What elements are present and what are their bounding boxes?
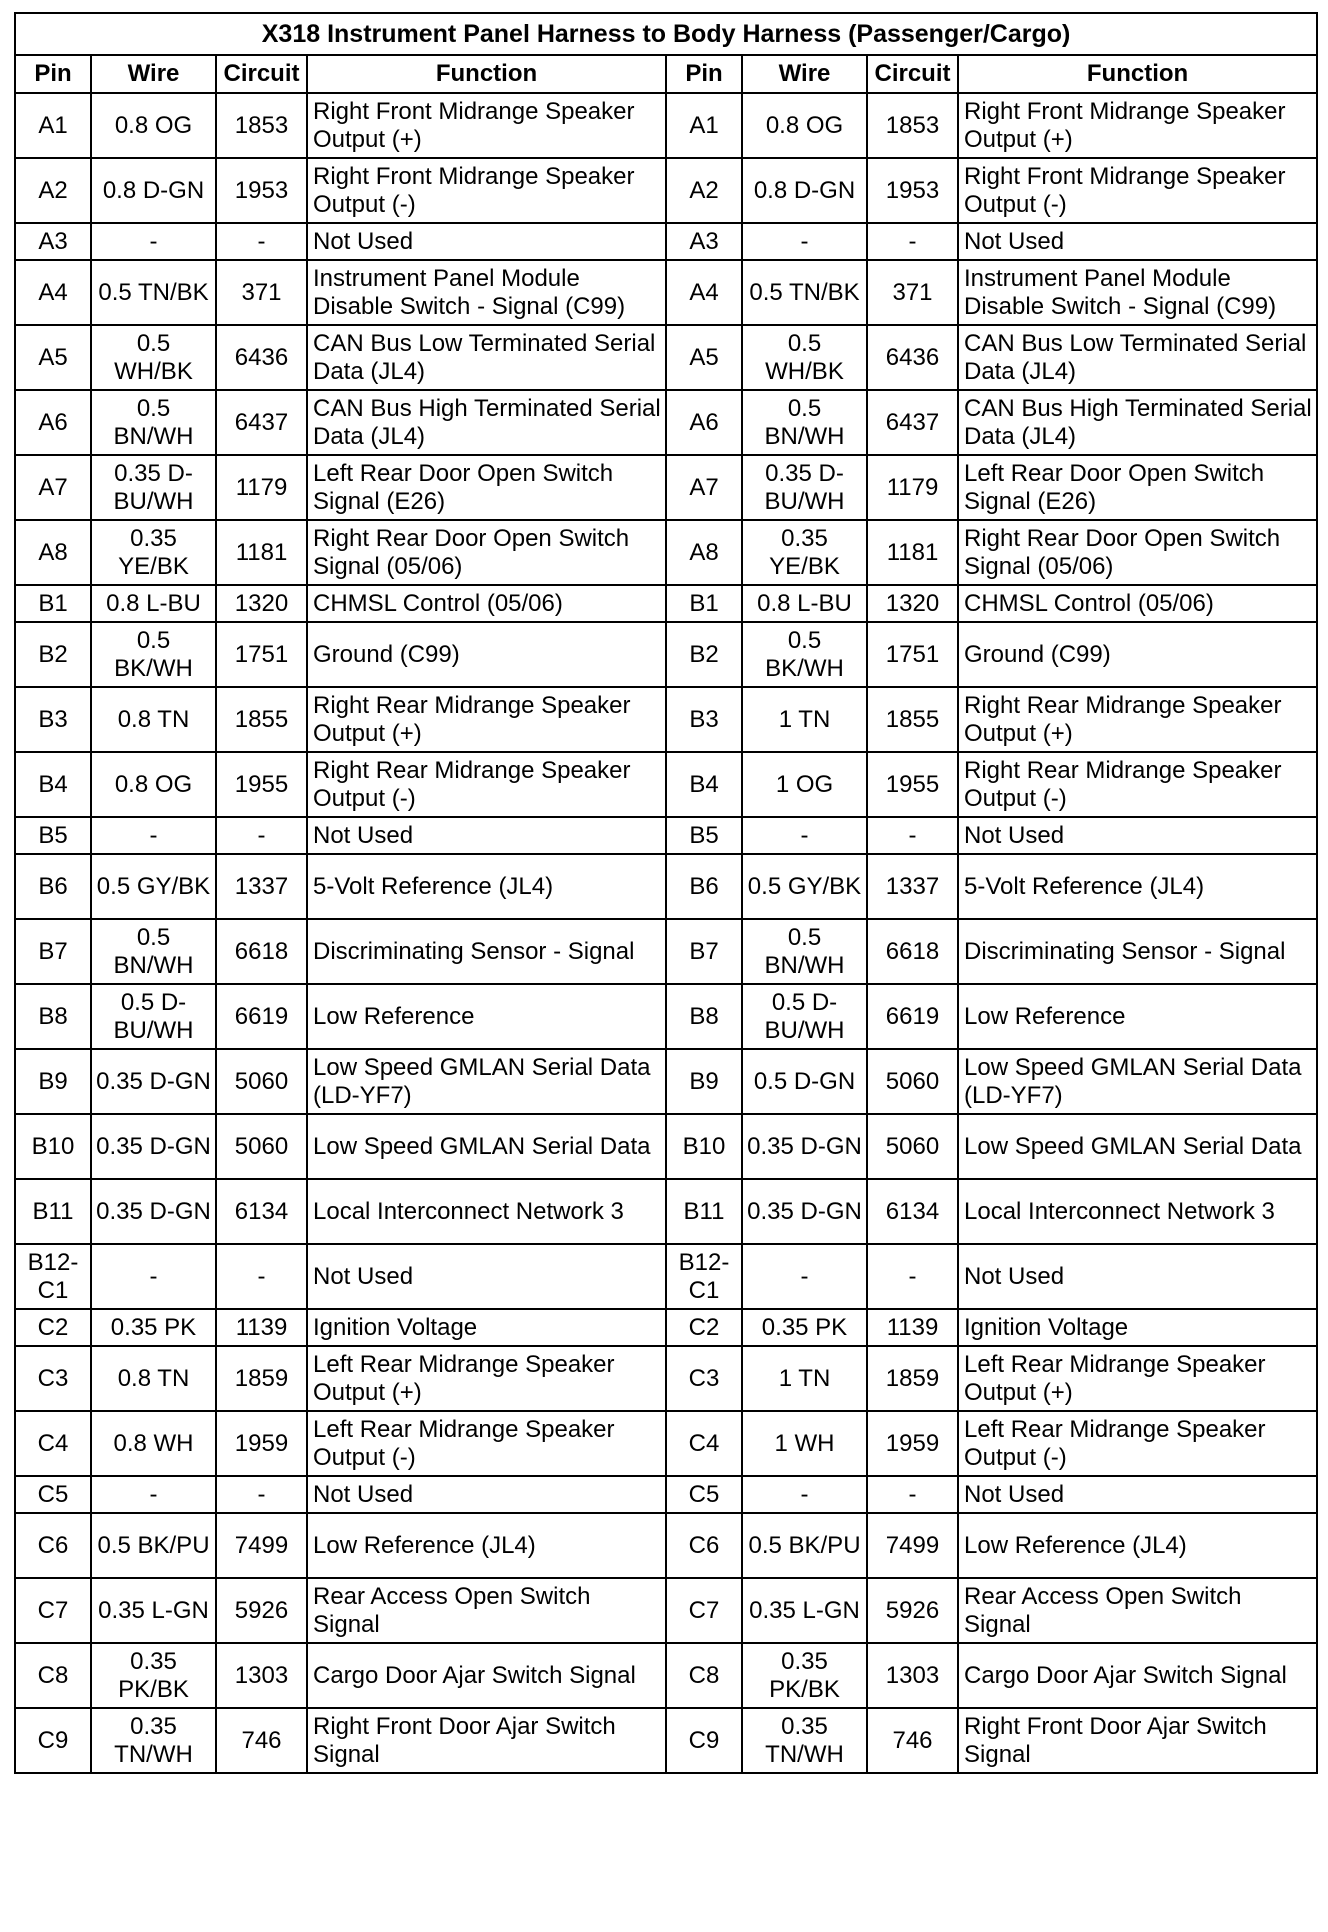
circuit-cell: -	[216, 817, 307, 854]
pin-cell: C8	[15, 1643, 91, 1708]
pin-cell: C2	[15, 1309, 91, 1346]
circuit-cell: 1855	[867, 687, 958, 752]
table-row	[15, 390, 1317, 455]
pin-cell: C3	[15, 1346, 91, 1411]
wire-cell: 1 TN	[742, 1346, 867, 1411]
table-row	[15, 1309, 1317, 1346]
function-cell: Right Front Door Ajar Switch Signal	[958, 1708, 1317, 1773]
function-cell: Local Interconnect Network 3	[307, 1179, 666, 1244]
circuit-cell: -	[216, 1244, 307, 1309]
circuit-cell: 6134	[216, 1179, 307, 1244]
header-wire: Wire	[742, 55, 867, 93]
pin-cell: B7	[15, 919, 91, 984]
circuit-cell: 1859	[867, 1346, 958, 1411]
table-title: X318 Instrument Panel Harness to Body Harness (Passenger/Cargo)	[15, 13, 1317, 55]
pin-cell: B6	[15, 854, 91, 919]
circuit-cell: 371	[216, 260, 307, 325]
circuit-cell: 6437	[867, 390, 958, 455]
pin-cell: B8	[666, 984, 742, 1049]
function-cell: Right Rear Midrange Speaker Output (+)	[307, 687, 666, 752]
circuit-cell: 5926	[867, 1578, 958, 1643]
wire-cell: 0.35 YE/BK	[742, 520, 867, 585]
circuit-cell: 6436	[867, 325, 958, 390]
table-row	[15, 622, 1317, 687]
wire-cell: -	[742, 817, 867, 854]
pin-cell: B12-C1	[15, 1244, 91, 1309]
circuit-cell: 1303	[867, 1643, 958, 1708]
function-cell: Not Used	[307, 817, 666, 854]
circuit-cell: 1337	[867, 854, 958, 919]
function-cell: Discriminating Sensor - Signal	[958, 919, 1317, 984]
circuit-cell: 6134	[867, 1179, 958, 1244]
pin-cell: C6	[15, 1513, 91, 1578]
table-row	[15, 919, 1317, 984]
pin-cell: A6	[15, 390, 91, 455]
function-cell: Left Rear Midrange Speaker Output (+)	[958, 1346, 1317, 1411]
wire-cell: 0.8 D-GN	[742, 158, 867, 223]
wire-cell: 0.8 OG	[91, 752, 216, 817]
circuit-cell: 7499	[867, 1513, 958, 1578]
function-cell: 5-Volt Reference (JL4)	[307, 854, 666, 919]
table-row	[15, 1179, 1317, 1244]
circuit-cell: 1959	[867, 1411, 958, 1476]
function-cell: Low Reference (JL4)	[958, 1513, 1317, 1578]
pin-cell: A3	[666, 223, 742, 260]
table-row	[15, 854, 1317, 919]
table-row	[15, 93, 1317, 158]
wire-cell: 0.35 L-GN	[742, 1578, 867, 1643]
wire-cell: 0.8 OG	[91, 93, 216, 158]
table-row	[15, 1346, 1317, 1411]
circuit-cell: -	[867, 1244, 958, 1309]
wire-cell: 1 TN	[742, 687, 867, 752]
pin-cell: A4	[15, 260, 91, 325]
table-row	[15, 1049, 1317, 1114]
circuit-cell: 1320	[216, 585, 307, 622]
pin-cell: A7	[666, 455, 742, 520]
circuit-cell: 746	[867, 1708, 958, 1773]
function-cell: Not Used	[307, 1244, 666, 1309]
wire-cell: 0.5 BN/WH	[91, 919, 216, 984]
wire-cell: 0.35 TN/WH	[742, 1708, 867, 1773]
function-cell: CAN Bus High Terminated Serial Data (JL4)	[958, 390, 1317, 455]
wire-cell: 0.8 WH	[91, 1411, 216, 1476]
wire-cell: 0.5 D-GN	[742, 1049, 867, 1114]
pin-cell: B5	[15, 817, 91, 854]
circuit-cell: 5926	[216, 1578, 307, 1643]
pin-cell: B11	[15, 1179, 91, 1244]
table-row	[15, 1513, 1317, 1578]
function-cell: Ignition Voltage	[307, 1309, 666, 1346]
table-row	[15, 817, 1317, 854]
function-cell: Right Rear Midrange Speaker Output (-)	[307, 752, 666, 817]
function-cell: Right Front Door Ajar Switch Signal	[307, 1708, 666, 1773]
header-row	[15, 55, 1317, 93]
wire-cell: 0.35 D-BU/WH	[742, 455, 867, 520]
function-cell: Right Rear Midrange Speaker Output (-)	[958, 752, 1317, 817]
pin-cell: A4	[666, 260, 742, 325]
circuit-cell: -	[216, 223, 307, 260]
function-cell: Rear Access Open Switch Signal	[307, 1578, 666, 1643]
table-row	[15, 1114, 1317, 1179]
function-cell: Not Used	[307, 1476, 666, 1513]
pin-cell: B1	[15, 585, 91, 622]
pin-cell: C6	[666, 1513, 742, 1578]
function-cell: Low Speed GMLAN Serial Data (LD-YF7)	[958, 1049, 1317, 1114]
wire-cell: 0.5 WH/BK	[742, 325, 867, 390]
wire-cell: 0.5 BN/WH	[742, 919, 867, 984]
wire-cell: -	[742, 1244, 867, 1309]
function-cell: Not Used	[958, 817, 1317, 854]
wire-cell: -	[91, 223, 216, 260]
wire-cell: 0.35 PK/BK	[742, 1643, 867, 1708]
circuit-cell: -	[216, 1476, 307, 1513]
pin-cell: C7	[666, 1578, 742, 1643]
pin-cell: C4	[666, 1411, 742, 1476]
pin-cell: B2	[666, 622, 742, 687]
circuit-cell: 6437	[216, 390, 307, 455]
wire-cell: 0.35 D-GN	[742, 1114, 867, 1179]
pin-cell: B8	[15, 984, 91, 1049]
circuit-cell: 1853	[216, 93, 307, 158]
table-row	[15, 984, 1317, 1049]
circuit-cell: 5060	[216, 1049, 307, 1114]
wire-cell: 0.8 TN	[91, 1346, 216, 1411]
function-cell: Instrument Panel Module Disable Switch - Signal (C99)	[958, 260, 1317, 325]
pin-cell: B12-C1	[666, 1244, 742, 1309]
function-cell: Left Rear Door Open Switch Signal (E26)	[958, 455, 1317, 520]
wire-cell: 0.35 YE/BK	[91, 520, 216, 585]
connector-table-container	[14, 12, 1316, 1774]
wire-cell: 0.5 GY/BK	[742, 854, 867, 919]
circuit-cell: -	[867, 1476, 958, 1513]
pin-cell: A1	[15, 93, 91, 158]
function-cell: Low Reference (JL4)	[307, 1513, 666, 1578]
function-cell: Low Speed GMLAN Serial Data	[958, 1114, 1317, 1179]
wire-cell: 0.35 D-GN	[91, 1114, 216, 1179]
table-row	[15, 520, 1317, 585]
function-cell: Discriminating Sensor - Signal	[307, 919, 666, 984]
wire-cell: 0.5 WH/BK	[91, 325, 216, 390]
circuit-cell: 6618	[867, 919, 958, 984]
circuit-cell: 1859	[216, 1346, 307, 1411]
header-circuit: Circuit	[216, 55, 307, 93]
circuit-cell: 6619	[867, 984, 958, 1049]
wire-cell: 0.35 PK	[91, 1309, 216, 1346]
pin-cell: C2	[666, 1309, 742, 1346]
circuit-cell: 1751	[216, 622, 307, 687]
function-cell: Rear Access Open Switch Signal	[958, 1578, 1317, 1643]
function-cell: Ground (C99)	[307, 622, 666, 687]
header-pin: Pin	[666, 55, 742, 93]
function-cell: Right Rear Door Open Switch Signal (05/06)	[958, 520, 1317, 585]
function-cell: Left Rear Midrange Speaker Output (+)	[307, 1346, 666, 1411]
wire-cell: 0.8 D-GN	[91, 158, 216, 223]
function-cell: Right Front Midrange Speaker Output (-)	[958, 158, 1317, 223]
function-cell: CAN Bus High Terminated Serial Data (JL4)	[307, 390, 666, 455]
function-cell: CAN Bus Low Terminated Serial Data (JL4)	[958, 325, 1317, 390]
pin-cell: B1	[666, 585, 742, 622]
wire-cell: 0.35 D-GN	[91, 1179, 216, 1244]
wire-cell: 0.8 OG	[742, 93, 867, 158]
wire-cell: 0.5 BN/WH	[91, 390, 216, 455]
table-row	[15, 455, 1317, 520]
wire-cell: 0.8 L-BU	[742, 585, 867, 622]
pin-cell: B3	[15, 687, 91, 752]
pin-cell: B9	[15, 1049, 91, 1114]
circuit-cell: 371	[867, 260, 958, 325]
wire-cell: 0.5 TN/BK	[742, 260, 867, 325]
pin-cell: B10	[15, 1114, 91, 1179]
function-cell: Local Interconnect Network 3	[958, 1179, 1317, 1244]
circuit-cell: 746	[216, 1708, 307, 1773]
pin-cell: A8	[666, 520, 742, 585]
circuit-cell: 1181	[867, 520, 958, 585]
circuit-cell: 6619	[216, 984, 307, 1049]
function-cell: Low Reference	[307, 984, 666, 1049]
function-cell: Low Speed GMLAN Serial Data (LD-YF7)	[307, 1049, 666, 1114]
function-cell: CAN Bus Low Terminated Serial Data (JL4)	[307, 325, 666, 390]
wire-cell: 0.35 TN/WH	[91, 1708, 216, 1773]
table-row	[15, 752, 1317, 817]
circuit-cell: 1303	[216, 1643, 307, 1708]
circuit-cell: 6436	[216, 325, 307, 390]
wire-cell: 0.5 D-BU/WH	[742, 984, 867, 1049]
wire-cell: 0.5 D-BU/WH	[91, 984, 216, 1049]
wire-cell: 0.35 D-GN	[91, 1049, 216, 1114]
circuit-cell: 1179	[867, 455, 958, 520]
pin-cell: C3	[666, 1346, 742, 1411]
wire-cell: 0.35 D-GN	[742, 1179, 867, 1244]
function-cell: Right Rear Door Open Switch Signal (05/06)	[307, 520, 666, 585]
wire-cell: -	[742, 1476, 867, 1513]
table-row	[15, 158, 1317, 223]
function-cell: CHMSL Control (05/06)	[307, 585, 666, 622]
circuit-cell: 1320	[867, 585, 958, 622]
wire-cell: 0.5 TN/BK	[91, 260, 216, 325]
circuit-cell: 1955	[216, 752, 307, 817]
table-row	[15, 325, 1317, 390]
function-cell: Ground (C99)	[958, 622, 1317, 687]
function-cell: Right Rear Midrange Speaker Output (+)	[958, 687, 1317, 752]
circuit-cell: 1337	[216, 854, 307, 919]
circuit-cell: 1751	[867, 622, 958, 687]
function-cell: Right Front Midrange Speaker Output (+)	[958, 93, 1317, 158]
function-cell: Low Speed GMLAN Serial Data	[307, 1114, 666, 1179]
circuit-cell: 1139	[216, 1309, 307, 1346]
circuit-cell: 5060	[216, 1114, 307, 1179]
header-pin: Pin	[15, 55, 91, 93]
circuit-cell: 5060	[867, 1114, 958, 1179]
table-row	[15, 1411, 1317, 1476]
function-cell: Left Rear Midrange Speaker Output (-)	[958, 1411, 1317, 1476]
function-cell: Ignition Voltage	[958, 1309, 1317, 1346]
circuit-cell: 1955	[867, 752, 958, 817]
header-function: Function	[307, 55, 666, 93]
pin-cell: B7	[666, 919, 742, 984]
function-cell: Not Used	[958, 223, 1317, 260]
circuit-cell: 1181	[216, 520, 307, 585]
pin-cell: A3	[15, 223, 91, 260]
wire-cell: 1 WH	[742, 1411, 867, 1476]
pin-cell: A1	[666, 93, 742, 158]
pin-cell: C4	[15, 1411, 91, 1476]
pin-cell: C9	[15, 1708, 91, 1773]
table-row	[15, 1244, 1317, 1309]
circuit-cell: 1953	[216, 158, 307, 223]
pin-cell: B2	[15, 622, 91, 687]
pin-cell: C8	[666, 1643, 742, 1708]
wire-cell: 0.35 PK	[742, 1309, 867, 1346]
circuit-cell: 1855	[216, 687, 307, 752]
function-cell: Left Rear Midrange Speaker Output (-)	[307, 1411, 666, 1476]
pin-cell: C7	[15, 1578, 91, 1643]
pin-cell: C5	[666, 1476, 742, 1513]
pin-cell: B9	[666, 1049, 742, 1114]
table-row	[15, 1476, 1317, 1513]
pin-cell: A6	[666, 390, 742, 455]
pin-cell: B10	[666, 1114, 742, 1179]
pin-cell: A8	[15, 520, 91, 585]
function-cell: Cargo Door Ajar Switch Signal	[958, 1643, 1317, 1708]
table-row	[15, 1708, 1317, 1773]
pin-cell: B11	[666, 1179, 742, 1244]
pin-cell: A7	[15, 455, 91, 520]
function-cell: Not Used	[958, 1244, 1317, 1309]
pin-cell: C5	[15, 1476, 91, 1513]
pin-cell: B4	[15, 752, 91, 817]
wire-cell: -	[91, 1476, 216, 1513]
function-cell: Right Front Midrange Speaker Output (+)	[307, 93, 666, 158]
circuit-cell: 5060	[867, 1049, 958, 1114]
header-circuit: Circuit	[867, 55, 958, 93]
function-cell: Not Used	[958, 1476, 1317, 1513]
function-cell: 5-Volt Reference (JL4)	[958, 854, 1317, 919]
circuit-cell: -	[867, 817, 958, 854]
wire-cell: 0.5 BK/PU	[91, 1513, 216, 1578]
header-wire: Wire	[91, 55, 216, 93]
circuit-cell: 7499	[216, 1513, 307, 1578]
pin-cell: A2	[666, 158, 742, 223]
pin-cell: A5	[15, 325, 91, 390]
pin-cell: C9	[666, 1708, 742, 1773]
pin-cell: A2	[15, 158, 91, 223]
circuit-cell: 1953	[867, 158, 958, 223]
function-cell: Instrument Panel Module Disable Switch - Signal (C99)	[307, 260, 666, 325]
function-cell: CHMSL Control (05/06)	[958, 585, 1317, 622]
function-cell: Cargo Door Ajar Switch Signal	[307, 1643, 666, 1708]
wire-cell: 0.5 BK/WH	[742, 622, 867, 687]
header-function: Function	[958, 55, 1317, 93]
pin-cell: A5	[666, 325, 742, 390]
table-row	[15, 1643, 1317, 1708]
pin-cell: B3	[666, 687, 742, 752]
wire-cell: 0.35 PK/BK	[91, 1643, 216, 1708]
wire-cell: 0.5 BN/WH	[742, 390, 867, 455]
wire-cell: -	[742, 223, 867, 260]
table-row	[15, 260, 1317, 325]
wire-cell: 0.35 L-GN	[91, 1578, 216, 1643]
circuit-cell: 1959	[216, 1411, 307, 1476]
circuit-cell: -	[867, 223, 958, 260]
circuit-cell: 1139	[867, 1309, 958, 1346]
circuit-cell: 6618	[216, 919, 307, 984]
table-row	[15, 687, 1317, 752]
table-row	[15, 585, 1317, 622]
connector-pinout-table	[14, 12, 1318, 1774]
wire-cell: -	[91, 1244, 216, 1309]
wire-cell: 1 OG	[742, 752, 867, 817]
wire-cell: 0.5 GY/BK	[91, 854, 216, 919]
wire-cell: -	[91, 817, 216, 854]
wire-cell: 0.5 BK/WH	[91, 622, 216, 687]
function-cell: Left Rear Door Open Switch Signal (E26)	[307, 455, 666, 520]
table-row	[15, 1578, 1317, 1643]
wire-cell: 0.35 D-BU/WH	[91, 455, 216, 520]
circuit-cell: 1853	[867, 93, 958, 158]
circuit-cell: 1179	[216, 455, 307, 520]
function-cell: Right Front Midrange Speaker Output (-)	[307, 158, 666, 223]
pin-cell: B5	[666, 817, 742, 854]
wire-cell: 0.8 TN	[91, 687, 216, 752]
table-row	[15, 223, 1317, 260]
function-cell: Not Used	[307, 223, 666, 260]
pin-cell: B6	[666, 854, 742, 919]
wire-cell: 0.5 BK/PU	[742, 1513, 867, 1578]
pin-cell: B4	[666, 752, 742, 817]
wire-cell: 0.8 L-BU	[91, 585, 216, 622]
function-cell: Low Reference	[958, 984, 1317, 1049]
